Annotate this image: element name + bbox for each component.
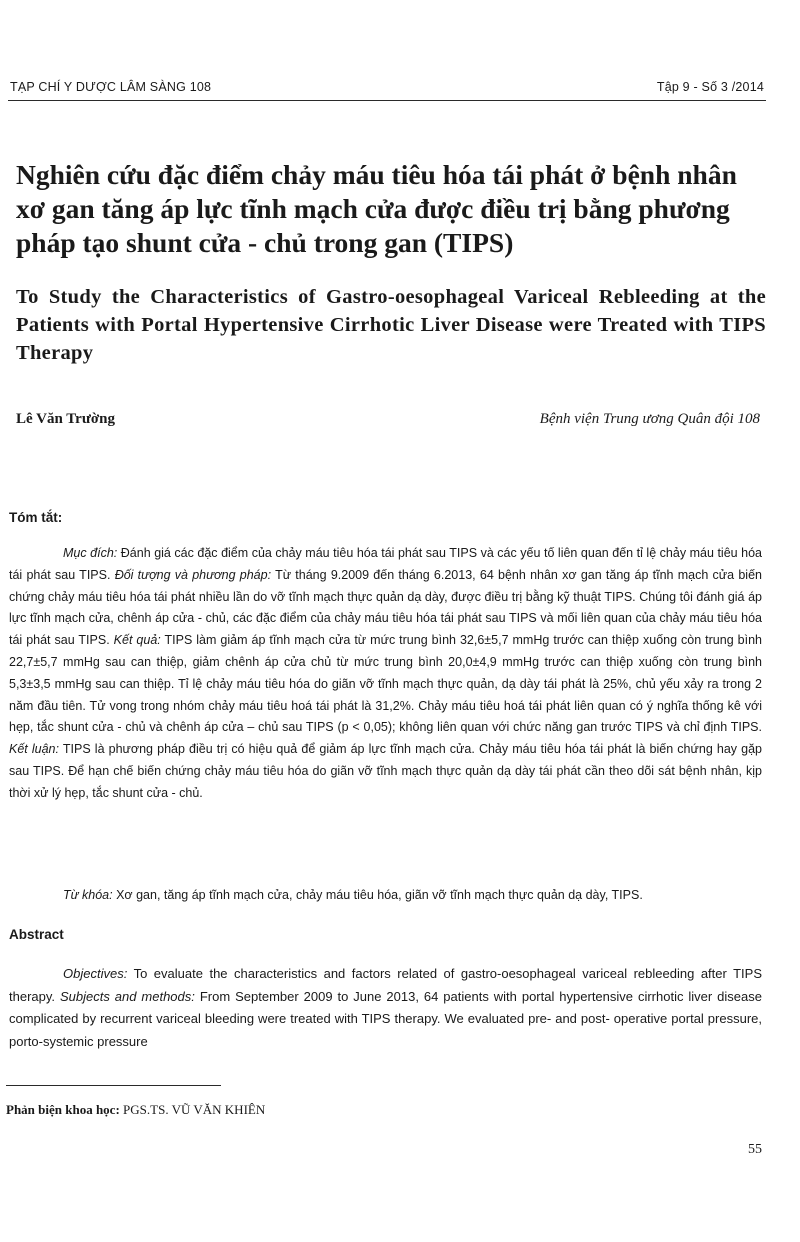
- footnote-rule: [6, 1085, 221, 1086]
- abstract-heading: Abstract: [9, 927, 64, 942]
- reviewer-name: PGS.TS. VŨ VĂN KHIÊN: [119, 1102, 266, 1117]
- issue-info: Tập 9 - Số 3 /2014: [656, 80, 764, 94]
- running-header: [10, 80, 764, 94]
- subjects-methods-label: Subjects and methods:: [59, 988, 195, 1004]
- page-number: 55: [748, 1142, 762, 1157]
- summary-vietnamese: [9, 543, 762, 805]
- reviewer-label: Phản biện khoa học:: [6, 1102, 120, 1117]
- title-english: To Study the Characteristics of Gastro-oesophageal Variceal Rebleeding at the Patients with Portal Hypertensive Cirrhotic Liver Disease were Treated with TIPS Therapy: [16, 286, 766, 364]
- objectives-text: To evaluate the characteristics and factors related of gastro-oesophageal variceal rebleeding after TIPS therapy.: [9, 966, 762, 1004]
- journal-name: TẠP CHÍ Y DƯỢC LÂM SÀNG 108: [10, 80, 212, 94]
- abstract-english: [9, 963, 762, 1053]
- keywords-vietnamese: [9, 884, 762, 906]
- reviewer-note: [6, 1102, 265, 1118]
- conclusion-label: Kết luận:: [9, 742, 59, 757]
- author-name: Lê Văn Trường: [16, 411, 115, 427]
- header-rule: [8, 100, 766, 101]
- author-affiliation: Bệnh viện Trung ương Quân đội 108: [539, 411, 760, 427]
- methods-label: Đối tượng và phương pháp:: [114, 567, 272, 582]
- objectives-label: Objectives:: [63, 966, 128, 981]
- keywords-text: Xơ gan, tăng áp tĩnh mạch cửa, chảy máu tiêu hóa, giãn vỡ tĩnh mạch thực quản dạ dày, TIPS.: [112, 888, 643, 902]
- keywords-label: Từ khóa:: [63, 888, 113, 902]
- results-label: Kết quả:: [113, 633, 161, 648]
- results-text: TIPS làm giảm áp tĩnh mạch cửa từ mức trung bình 32,6±5,7 mmHg trước can thiệp xuống còn trung bình 22,7±5,7 mmHg sau can thiệp, giảm chênh áp cửa chủ từ mức trung bình 20,0±4,9 mmHg trước can thiệp xuống còn trung bình 5,3±3,5 mmHg sau can thiệp. Tỉ lệ chảy máu tiêu hóa do giãn vỡ tĩnh mạch thực quản, dạ dày tái phát là 25%, chủ yếu xảy ra trong 2 năm đầu tiên. Tử vong trong nhóm chảy máu tiêu hoá tái phát là 31,2%. Chảy máu tiêu hoá tái phát liên quan có ý nghĩa thống kê với hẹp, tắc shunt cửa - chủ và chênh áp cửa – chủ sau TIPS (p < 0,05); không liên quan với chức năng gan trước TIPS và chỉ định TIPS.: [9, 633, 762, 735]
- title-vietnamese: Nghiên cứu đặc điểm chảy máu tiêu hóa tái phát ở bệnh nhân xơ gan tăng áp lực tĩnh mạch cửa được điều trị bằng phương pháp tạo shunt cửa - chủ trong gan (TIPS): [16, 159, 737, 258]
- conclusion-text: TIPS là phương pháp điều trị có hiệu quả để giảm áp lực tĩnh mạch cửa. Chảy máu tiêu hóa tái phát là biến chứng hay gặp sau TIPS. Để hạn chế biến chứng chảy máu tiêu hóa do giãn vỡ tĩnh mạch thực quản dạ dày tái phát cần theo dõi sát bệnh nhân, kịp thời xử lý hẹp, tắc shunt cửa - chủ.: [9, 742, 763, 800]
- objective-label: Mục đích:: [63, 546, 118, 560]
- subjects-methods-text: From September 2009 to June 2013, 64 patients with portal hypertensive cirrhotic liver disease complicated by recurrent variceal bleeding were treated with TIPS therapy. We evaluated pre- and post- operative portal pressure, porto-systemic pressure: [9, 988, 762, 1049]
- objective-text: Đánh giá các đặc điểm của chảy máu tiêu hóa tái phát sau TIPS và các yếu tố liên quan đến tỉ lệ chảy máu tiêu hóa tái phát sau TIPS.: [9, 546, 762, 582]
- methods-text: Từ tháng 9.2009 đến tháng 6.2013, 64 bệnh nhân xơ gan tăng áp tĩnh mạch cửa biến chứng chảy máu tiêu hóa tái phát nhiều lần do vỡ tĩnh mạch thực quản dạ dày, được điều trị bằng kỹ thuật TIPS. Chúng tôi đánh giá áp lực tĩnh mạch cửa, chênh áp cửa - chủ, các đặc điểm của chảy máu tiêu hóa tái phát sau TIPS và mối liên quan của chảy máu tiêu hóa tái phát sau TIPS.: [9, 567, 762, 648]
- summary-heading: Tóm tắt:: [9, 510, 63, 525]
